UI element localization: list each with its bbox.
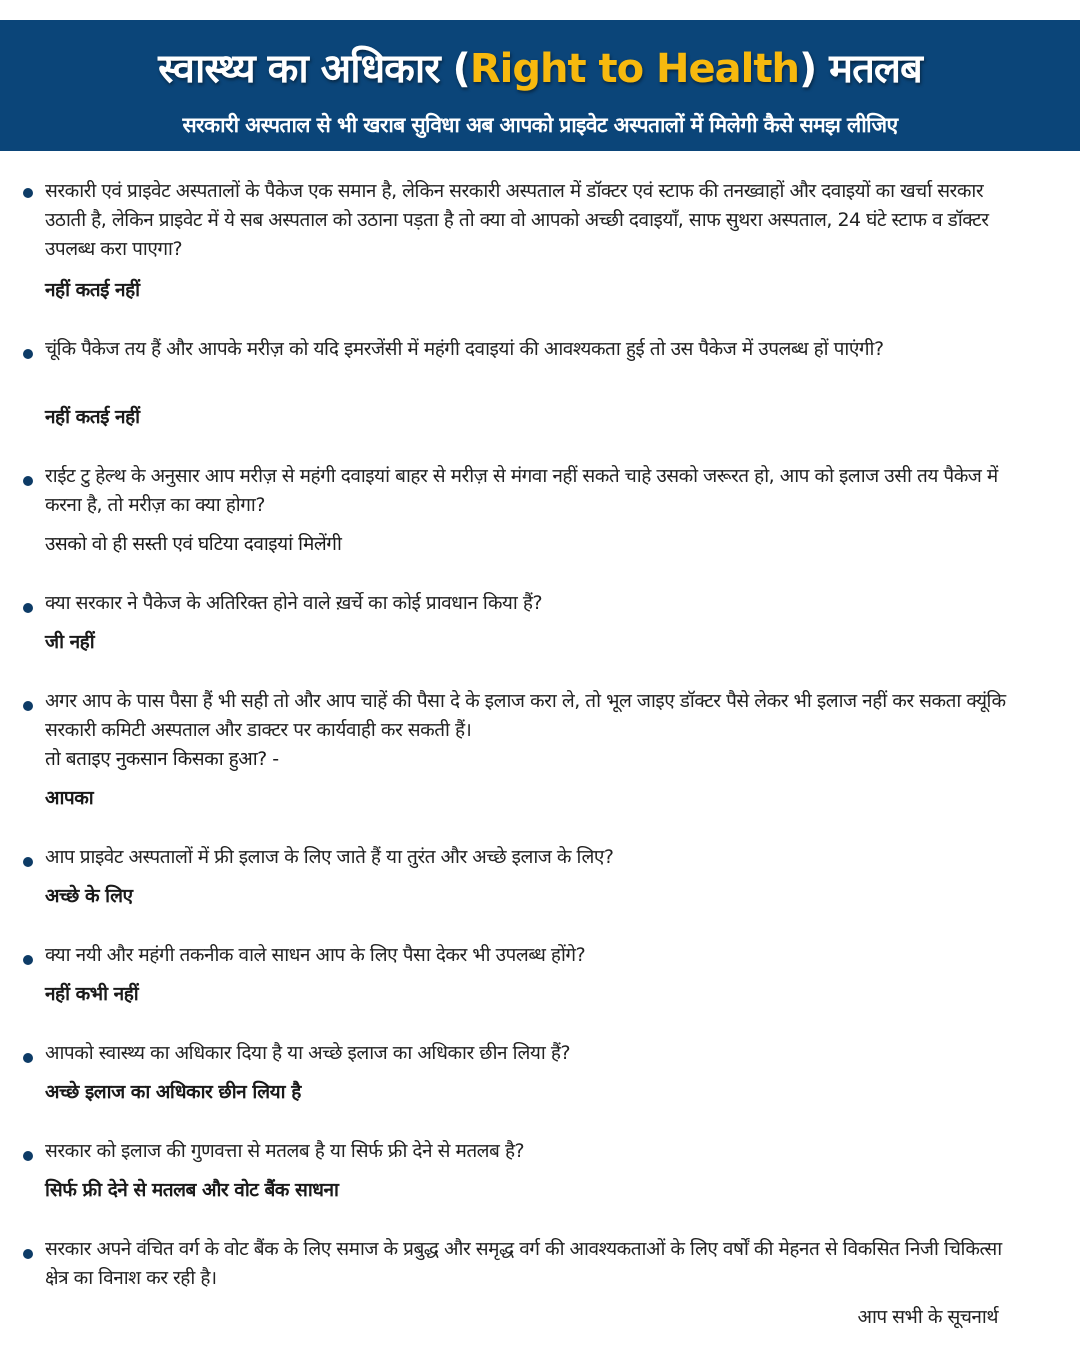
bullet-icon [23,603,33,613]
bullet-icon [23,955,33,965]
header-banner [0,20,1080,151]
question-text: अगर आप के पास पैसा हैं भी सही तो और आप चाहें की पैसा दे के इलाज करा ले, तो भूल जाइए डॉक्टर पैसे लेकर भी इलाज नहीं कर सकता क्यूंकि सरकारी कमिटी अस्पताल और डाक्टर पर कार्यवाही कर सकती हैं। [45,690,1006,741]
bullet-icon [23,1151,33,1161]
page-title [0,38,1080,100]
bullet-icon [23,701,33,711]
answer-text: अच्छे इलाज का अधिकार छीन लिया है [45,1081,301,1103]
bullet-icon [23,1249,33,1259]
question-text: क्या नयी और महंगी तकनीक वाले साधन आप के लिए पैसा देकर भी उपलब्ध होंगे? [45,944,586,966]
answer-text: नहीं कतई नहीं [45,406,140,428]
question-text: सरकार अपने वंचित वर्ग के वोट बैंक के लिए समाज के प्रबुद्ध और समृद्ध वर्ग की आवश्यकताओं के लिए वर्षों की मेहनत से विकसित निजी चिकित्सा क्षेत्र का विनाश कर रही है। [45,1238,1002,1289]
answer-text: नहीं कतई नहीं [45,279,140,301]
answer-text: आपका [45,787,94,809]
bullet-icon [23,857,33,867]
bullet-icon [23,188,33,198]
question-text: सरकारी एवं प्राइवेट अस्पतालों के पैकेज एक समान है, लेकिन सरकारी अस्पताल में डॉक्टर एवं स्टाफ की तनख्वाहों और दवाइयों का खर्चा सरकार उठाती है, लेकिन प्राइवेट में ये सब अस्पताल को उठाना पड़ता है तो क्या वो आपको अच्छी दवाइयाँ, साफ सुथरा अस्पताल, 24 घंटे स्टाफ व डॉक्टर उपलब्ध करा पाएगा? [45,180,989,260]
answer-text: अच्छे के लिए [45,885,133,907]
bullet-icon [23,1053,33,1063]
question-followup: तो बताइए नुकसान किसका हुआ? - [45,748,279,770]
title-suffix: ) मतलब [798,46,922,92]
question-text: राईट टु हेल्थ के अनुसार आप मरीज़ से महंगी दवाइयां बाहर से मरीज़ से मंगवा नहीं सकते चाहे उसको जरूरत हो, आप को इलाज उसी तय पैकेज में करना है, तो मरीज़ का क्या होगा? [45,465,998,516]
title-accent: Right to Health [469,46,799,92]
answer-text: उसको वो ही सस्ती एवं घटिया दवाइयां मिलेंगी [45,533,342,555]
answer-text: सिर्फ फ्री देने से मतलब और वोट बैंक साधना [45,1179,339,1201]
question-text: क्या सरकार ने पैकेज के अतिरिक्त होने वाले ख़र्चे का कोई प्रावधान किया हैं? [45,592,543,614]
question-text: सरकार को इलाज की गुणवत्ता से मतलब है या सिर्फ फ्री देने से मतलब है? [45,1140,525,1162]
question-text: आपको स्वास्थ्य का अधिकार दिया है या अच्छे इलाज का अधिकार छीन लिया हैं? [45,1042,571,1064]
footer-note: आप सभी के सूचनार्थ [857,1306,998,1328]
question-text: चूंकि पैकेज तय हैं और आपके मरीज़ को यदि इमरजेंसी में महंगी दवाइयां की आवश्यकता हुई तो उस पैकेज में उपलब्ध हों पाएंगी? [45,338,884,360]
title-prefix: स्वास्थ्य का अधिकार ( [158,46,470,92]
bullet-icon [23,476,33,486]
answer-text: जी नहीं [45,631,95,653]
bullet-icon [23,349,33,359]
page-subtitle: सरकारी अस्पताल से भी खराब सुविधा अब आपको प्राइवेट अस्पतालों में मिलेगी कैसे समझ लीजिए [182,113,898,137]
question-text: आप प्राइवेट अस्पतालों में फ्री इलाज के लिए जाते हैं या तुरंत और अच्छे इलाज के लिए? [45,846,614,868]
answer-text: नहीं कभी नहीं [45,983,139,1005]
